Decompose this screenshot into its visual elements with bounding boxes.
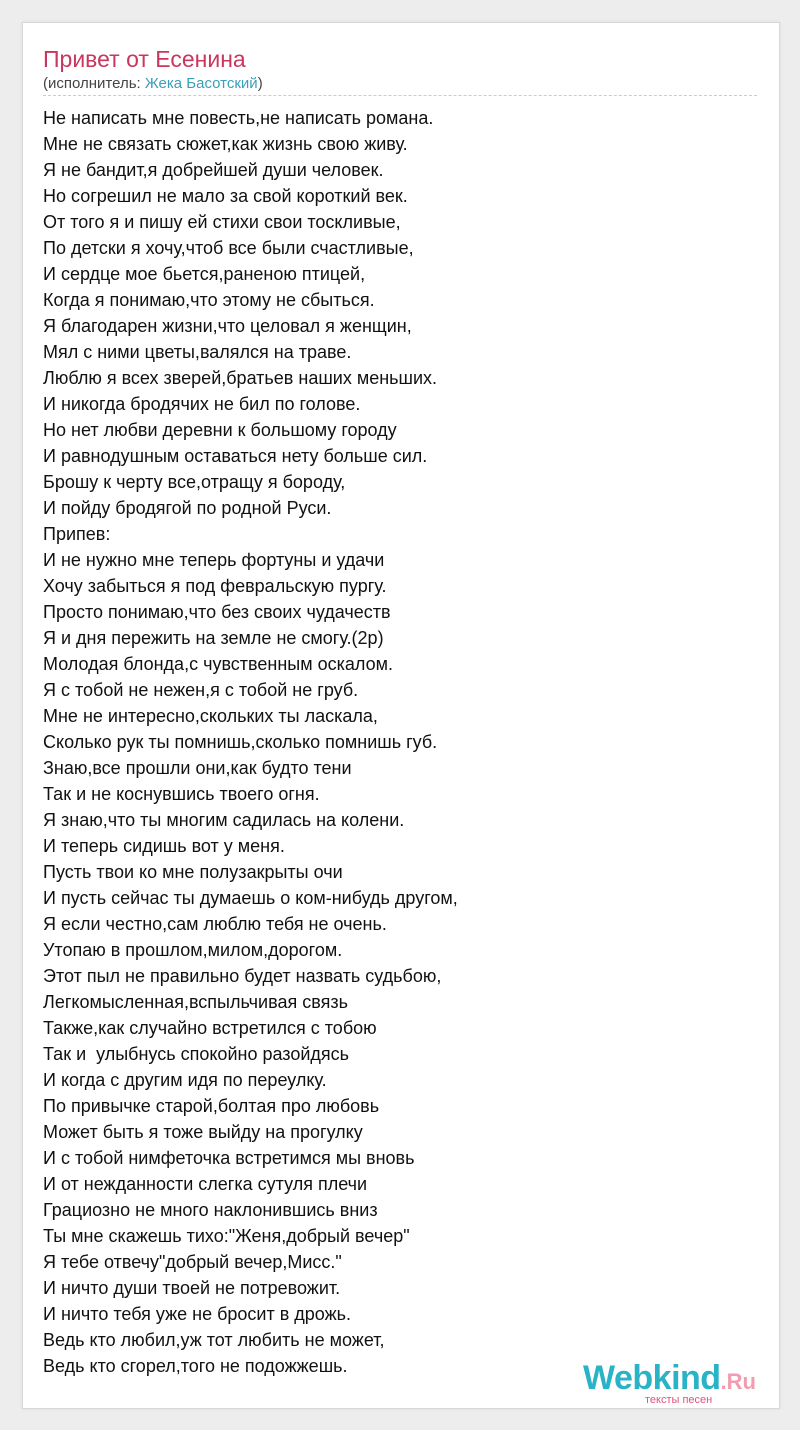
lyrics-line: Может быть я тоже выйду на прогулку: [43, 1122, 363, 1142]
lyrics-text: [43, 105, 759, 1379]
lyrics-line: Ведь кто любил,уж тот любить не может,: [43, 1330, 385, 1350]
lyrics-line: И сердце мое бьется,раненою птицей,: [43, 264, 366, 284]
lyrics-line: Я не бандит,я добрейшей души человек.: [43, 160, 384, 180]
artist-suffix: ): [257, 75, 263, 92]
lyrics-line: Но нет любви деревни к большому городу: [43, 420, 397, 440]
lyrics-line: И с тобой нимфеточка встретимся мы вновь: [43, 1148, 415, 1168]
lyrics-line: Брошу к черту все,отращу я бороду,: [43, 472, 346, 492]
lyrics-line: Ведь кто сгорел,того не подожжешь.: [43, 1356, 348, 1376]
lyrics-line: От того я и пишу ей стихи свои тоскливые,: [43, 212, 401, 232]
logo-tagline: тексты песен: [645, 1394, 713, 1406]
lyrics-line: Когда я понимаю,что этому не сбыться.: [43, 290, 375, 310]
lyrics-line: И пусть сейчас ты думаешь о ком-нибудь другом,: [43, 888, 458, 908]
lyrics-line: Сколько рук ты помнишь,сколько помнишь губ.: [43, 732, 438, 752]
lyrics-line: Не написать мне повесть,не написать романа.: [43, 108, 434, 128]
title-divider: [43, 95, 757, 96]
lyrics-line: Люблю я всех зверей,братьев наших меньших.: [43, 368, 438, 388]
lyrics-line: Мял с ними цветы,валялся на траве.: [43, 342, 352, 362]
lyrics-line: И пойду бродягой по родной Руси.: [43, 498, 332, 518]
lyrics-line: Также,как случайно встретился с тобою: [43, 1018, 377, 1038]
lyrics-line: Я с тобой не нежен,я с тобой не груб.: [43, 680, 359, 700]
lyrics-line: Я тебе отвечу"добрый вечер,Мисс.": [43, 1252, 342, 1272]
lyrics-line: Но согрешил не мало за свой короткий век.: [43, 186, 408, 206]
lyrics-line: Грациозно не много наклонившись вниз: [43, 1200, 378, 1220]
lyrics-line: И никогда бродячих не бил по голове.: [43, 394, 361, 414]
artist-prefix: (исполнитель:: [43, 75, 145, 92]
lyrics-line: Мне не связать сюжет,как жизнь свою живу.: [43, 134, 408, 154]
lyrics-line: И не нужно мне теперь фортуны и удачи: [43, 550, 385, 570]
lyrics-line: Легкомысленная,вспыльчивая связь: [43, 992, 348, 1012]
lyrics-line: Пусть твои ко мне полузакрыты очи: [43, 862, 343, 882]
song-title: Привет от Есенина: [43, 46, 246, 72]
lyrics-line: Припев:: [43, 524, 111, 544]
lyrics-line: Хочу забыться я под февральскую пургу.: [43, 576, 387, 596]
lyrics-line: Утопаю в прошлом,милом,дорогом.: [43, 940, 343, 960]
lyrics-line: Молодая блонда,с чувственным оскалом.: [43, 654, 393, 674]
lyrics-line: Я благодарен жизни,что целовал я женщин,: [43, 316, 412, 336]
lyrics-line: И равнодушным оставаться нету больше сил.: [43, 446, 428, 466]
lyrics-line: Так и улыбнусь спокойно разойдясь: [43, 1044, 350, 1064]
lyrics-line: Ты мне скажешь тихо:"Женя,добрый вечер": [43, 1226, 410, 1246]
lyrics-line: Я если честно,сам люблю тебя не очень.: [43, 914, 387, 934]
lyrics-line: Знаю,все прошли они,как будто тени: [43, 758, 352, 778]
logo-tld: .Ru: [720, 1369, 756, 1394]
site-logo[interactable]: [583, 1360, 780, 1408]
lyrics-line: Так и не коснувшись твоего огня.: [43, 784, 320, 804]
lyrics-line: Просто понимаю,что без своих чудачеств: [43, 602, 391, 622]
lyrics-line: И теперь сидишь вот у меня.: [43, 836, 285, 856]
lyrics-line: Я и дня пережить на земле не смогу.(2р): [43, 628, 384, 648]
lyrics-line: И от нежданности слегка сутуля плечи: [43, 1174, 368, 1194]
lyrics-line: И когда с другим идя по переулку.: [43, 1070, 327, 1090]
logo-name: Webkind: [583, 1359, 721, 1397]
lyrics-line: И ничто тебя уже не бросит в дрожь.: [43, 1304, 352, 1324]
artist-line: [43, 75, 263, 93]
artist-link[interactable]: Жека Басотский: [144, 75, 258, 92]
lyrics-line: И ничто души твоей не потревожит.: [43, 1278, 341, 1298]
lyrics-line: Этот пыл не правильно будет назвать судьбою,: [43, 966, 442, 986]
lyrics-line: Мне не интересно,скольких ты ласкала,: [43, 706, 378, 726]
lyrics-line: По привычке старой,болтая про любовь: [43, 1096, 380, 1116]
lyrics-card: [22, 22, 780, 1409]
lyrics-line: По детски я хочу,чтоб все были счастливые,: [43, 238, 414, 258]
lyrics-line: Я знаю,что ты многим садилась на колени.: [43, 810, 405, 830]
